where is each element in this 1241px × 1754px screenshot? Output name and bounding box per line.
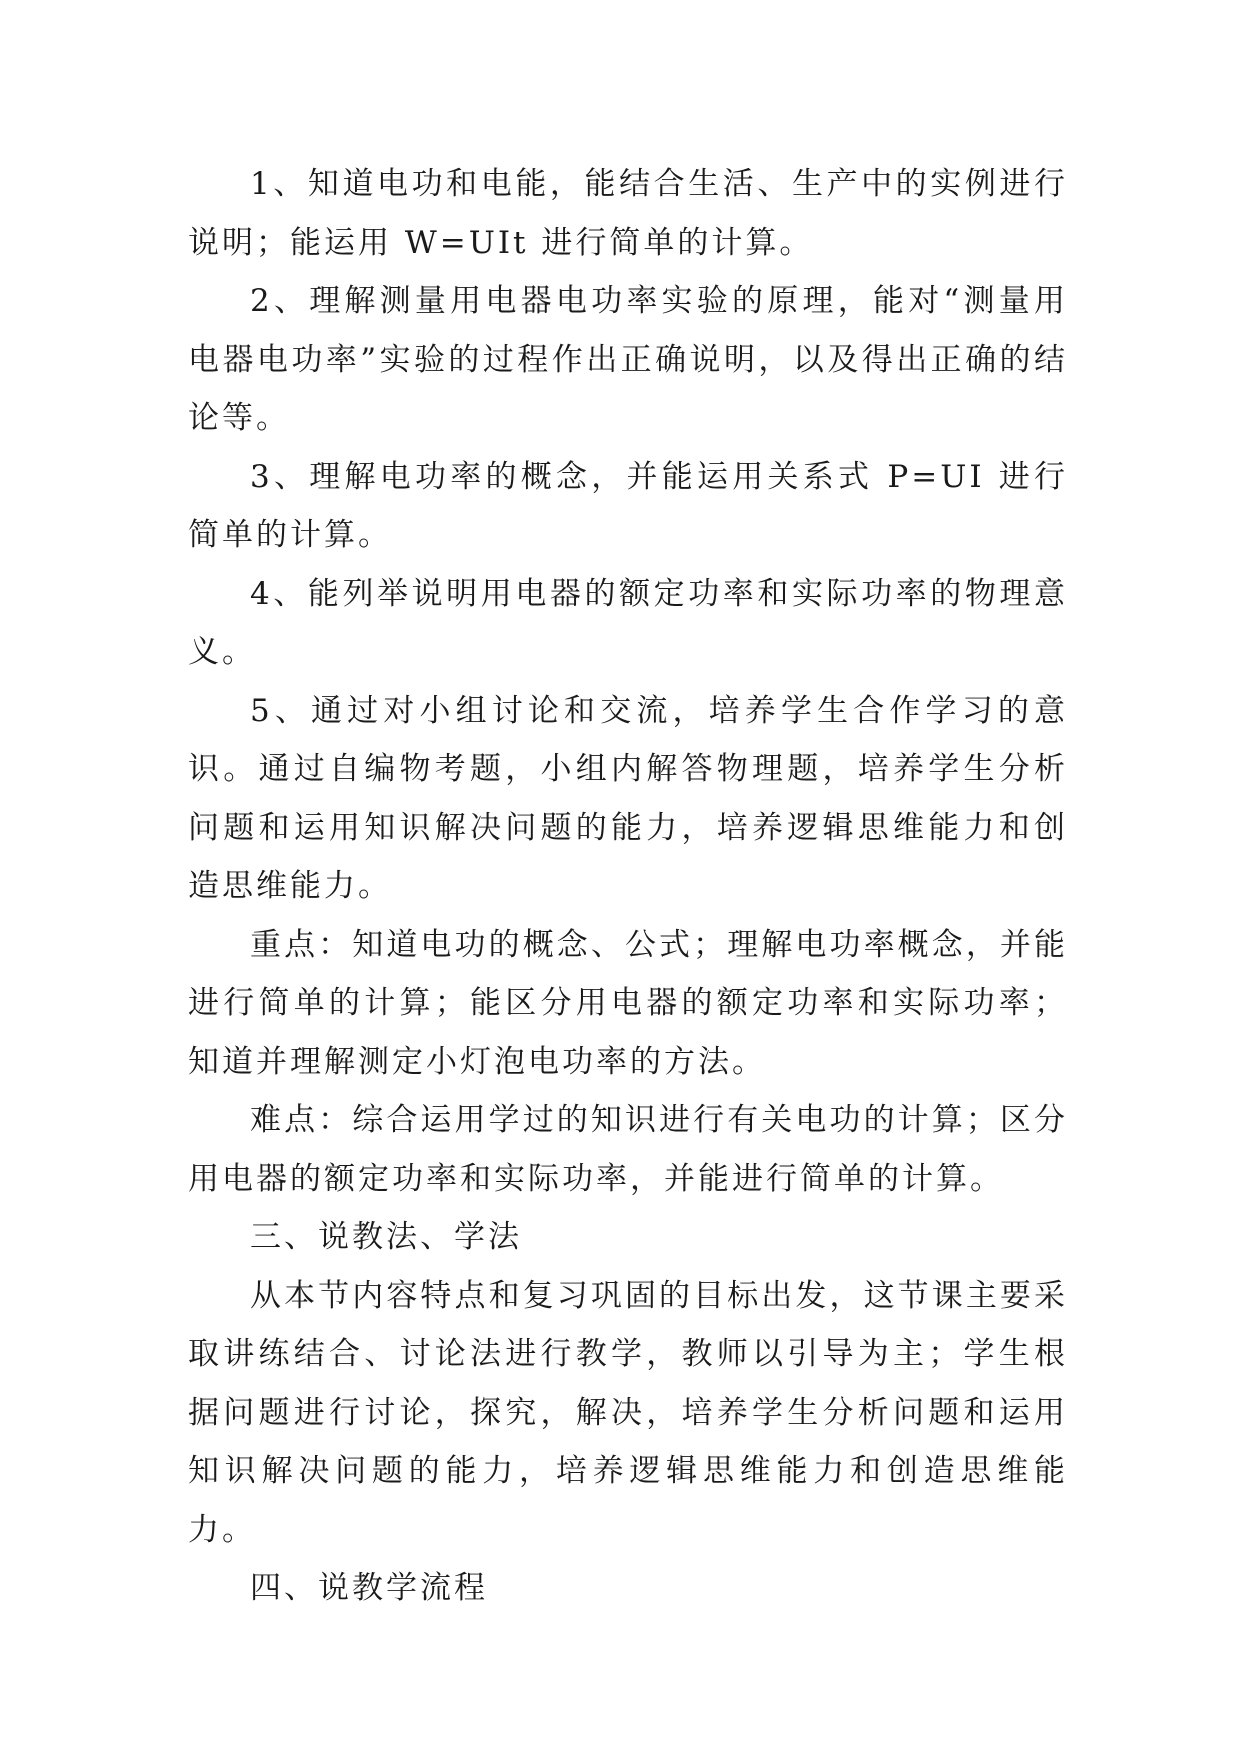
methods-paragraph: 从本节内容特点和复习巩固的目标出发，这节课主要采取讲练结合、讨论法进行教学，教师以引导为主；学生根据问题进行讨论，探究，解决，培养学生分析问题和运用知识解决问题的能力，培养逻辑思维能力和创造思维能力。 [188,1277,1068,1548]
section-heading-process: 四、说教学流程 [250,1570,488,1606]
objective-2-paragraph: 2、理解测量用电器电功率实验的原理，能对“测量用电器电功率”实验的过程作出正确说明，以及得出正确的结论等。 [188,283,1068,436]
objective-4-paragraph: 4、能列举说明用电器的额定功率和实际功率的物理意义。 [188,575,1068,670]
objective-5-paragraph: 5、通过对小组讨论和交流，培养学生合作学习的意识。通过自编物考题，小组内解答物理题，培养学生分析问题和运用知识解决问题的能力，培养逻辑思维能力和创造思维能力。 [188,692,1068,904]
difficult-points-paragraph: 难点：综合运用学过的知识进行有关电功的计算；区分用电器的额定功率和实际功率，并能进行简单的计算。 [188,1102,1068,1197]
document-body [188,155,1068,1618]
key-points-paragraph: 重点：知道电功的概念、公式；理解电功率概念，并能进行简单的计算；能区分用电器的额定功率和实际功率；知道并理解测定小灯泡电功率的方法。 [188,926,1068,1080]
objective-3-paragraph: 3、理解电功率的概念，并能运用关系式 P=UI 进行简单的计算。 [188,458,1068,553]
section-heading-methods: 三、说教法、学法 [250,1219,522,1255]
objective-1-paragraph: 1、知道电功和电能，能结合生活、生产中的实例进行说明；能运用 W=UIt 进行简单的计算。 [188,166,1068,261]
